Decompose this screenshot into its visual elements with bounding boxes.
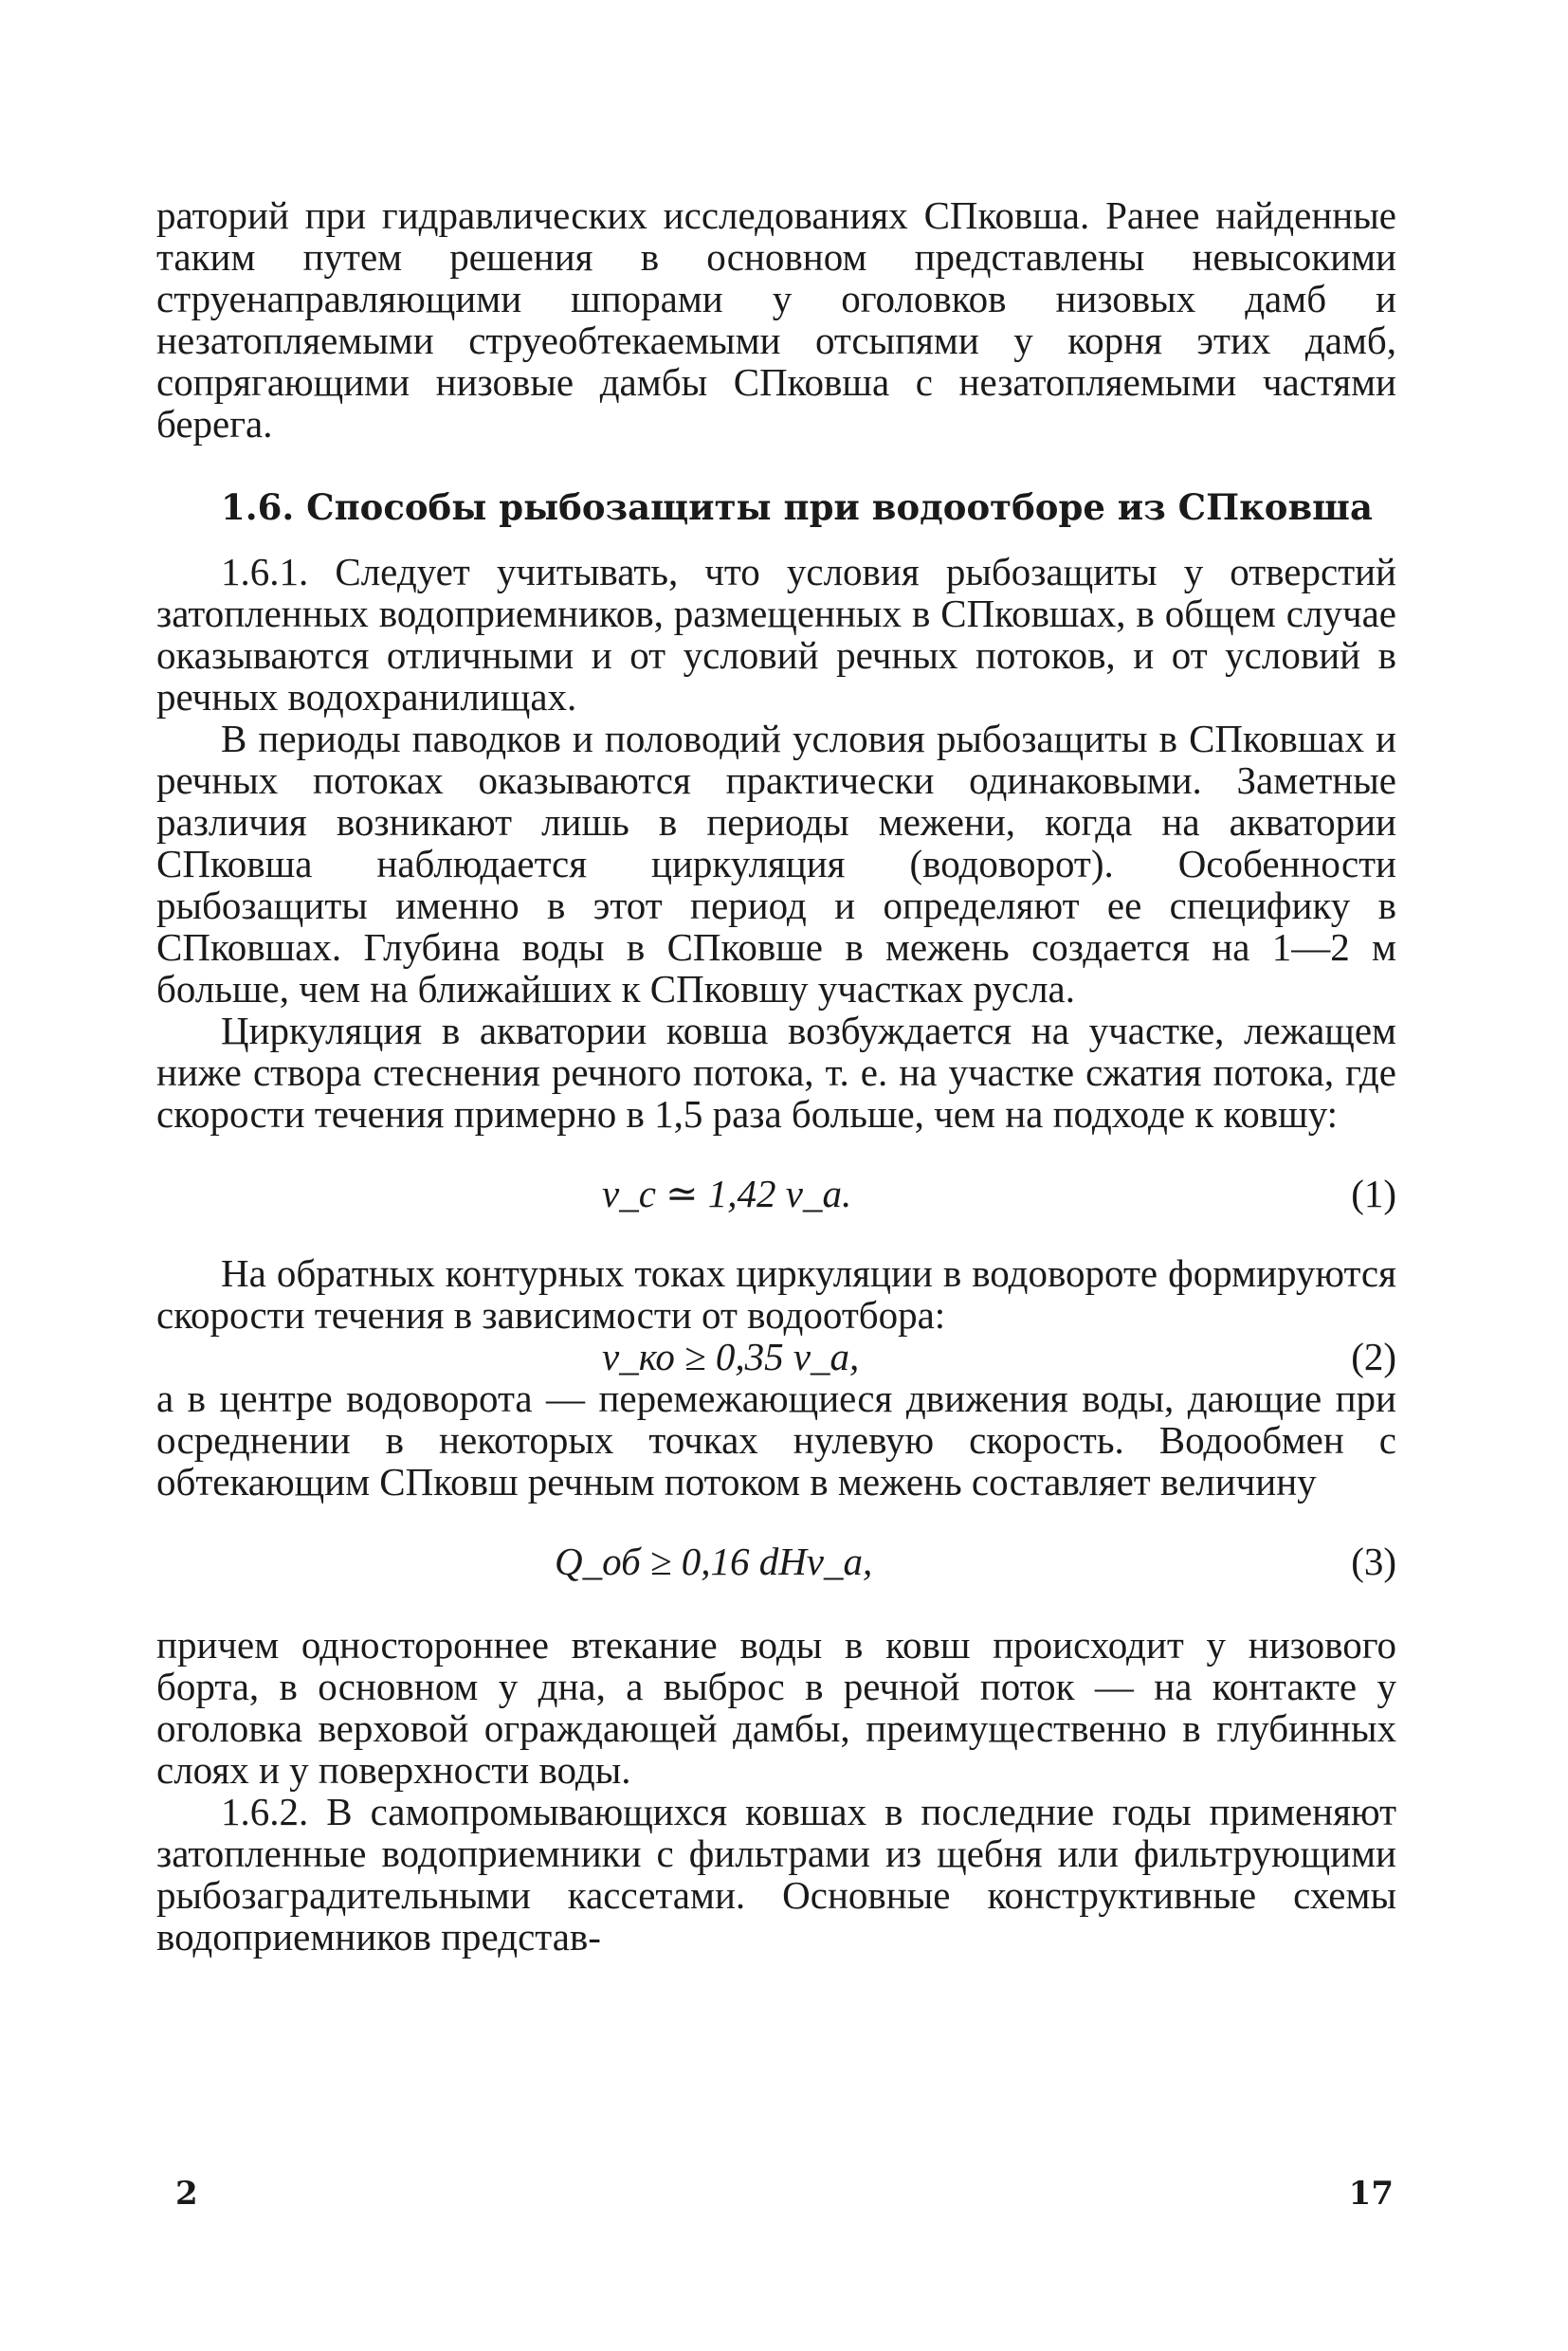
paragraph-center: а в центре водоворота — перемежающиеся движения воды, дающие при осреднении в некоторых точках нулевую скорость. Водообмен с обтекающим СПковш речным потоком в межень составляет величину [156, 1376, 1396, 1504]
paragraph-circulation: Циркуляция в акватории ковша возбуждается на участке, лежащем ниже створа стеснения речного потока, т. е. на участке сжатия потока, где скорости течения примерно в 1,5 раза больше, чем на подходе к ковшу: [156, 1009, 1396, 1136]
formula-3-expression: Q_об ≥ 0,16 dHv_а, [555, 1540, 873, 1583]
formula-3-number: (3) [1351, 1540, 1396, 1583]
formula-2 [156, 1336, 1396, 1377]
formula-1-expression: v_c ≃ 1,42 v_a. [602, 1172, 852, 1215]
section-heading: 1.6. Способы рыбозащиты при водоотборе из СПковша [221, 486, 1373, 528]
formula-3 [156, 1540, 1396, 1582]
paragraph-intro: раторий при гидравлических исследованиях СПковша. Ранее найденные таким путем решения в основном представлены невысокими струенаправляющими шпорами у оголовков низовых дамб и незатопляемыми струеобтекаемыми отсыпями у корня этих дамб, сопрягающими низовые дамбы СПковша с незатопляемыми частями берега. [156, 193, 1396, 446]
formula-2-expression: v_ко ≥ 0,35 v_а, [602, 1335, 860, 1378]
formula-1-number: (1) [1351, 1172, 1396, 1215]
page-number: 17 [1348, 2175, 1394, 2213]
paragraph-floods: В периоды паводков и половодий условия рыбозащиты в СПковшах и речных потоках оказываются практически одинаковыми. Заметные различия возникают лишь в периоды межени, когда на акватории СПковша наблюдается циркуляция (водоворот). Особенности рыбозащиты именно в этот период и определяют ее специфику в СПковшах. Глубина воды в СПковше в межень создается на 1—2 м больше, чем на ближайших к СПковшу участках русла. [156, 717, 1396, 1011]
formula-2-number: (2) [1351, 1335, 1396, 1378]
paragraph-1-6-1: 1.6.1. Следует учитывать, что условия рыбозащиты у отверстий затопленных водоприемников, размещенных в СПковшах, в общем случае оказываются отличными и от условий речных потоков, и от условий в речных водохранилищах. [156, 550, 1396, 719]
paragraph-inflow: причем одностороннее втекание воды в ковш происходит у низового борта, в основном у дна, а выброс в речной поток — на контакте у оголовка верховой ограждающей дамбы, преимущественно в глубинных слоях и у поверхности воды. [156, 1623, 1396, 1792]
paragraph-1-6-2: 1.6.2. В самопромывающихся ковшах в последние годы применяют затопленные водоприемники с фильтрами из щебня или фильтрующими рыбозаградительными кассетами. Основные конструктивные схемы водоприемников представ- [156, 1790, 1396, 1959]
paragraph-contour: На обратных контурных токах циркуляции в водовороте формируются скорости течения в зависимости от водоотбора: [156, 1251, 1396, 1337]
page-body [156, 194, 1396, 1958]
signature-mark: 2 [175, 2175, 198, 2213]
formula-1 [156, 1173, 1396, 1214]
